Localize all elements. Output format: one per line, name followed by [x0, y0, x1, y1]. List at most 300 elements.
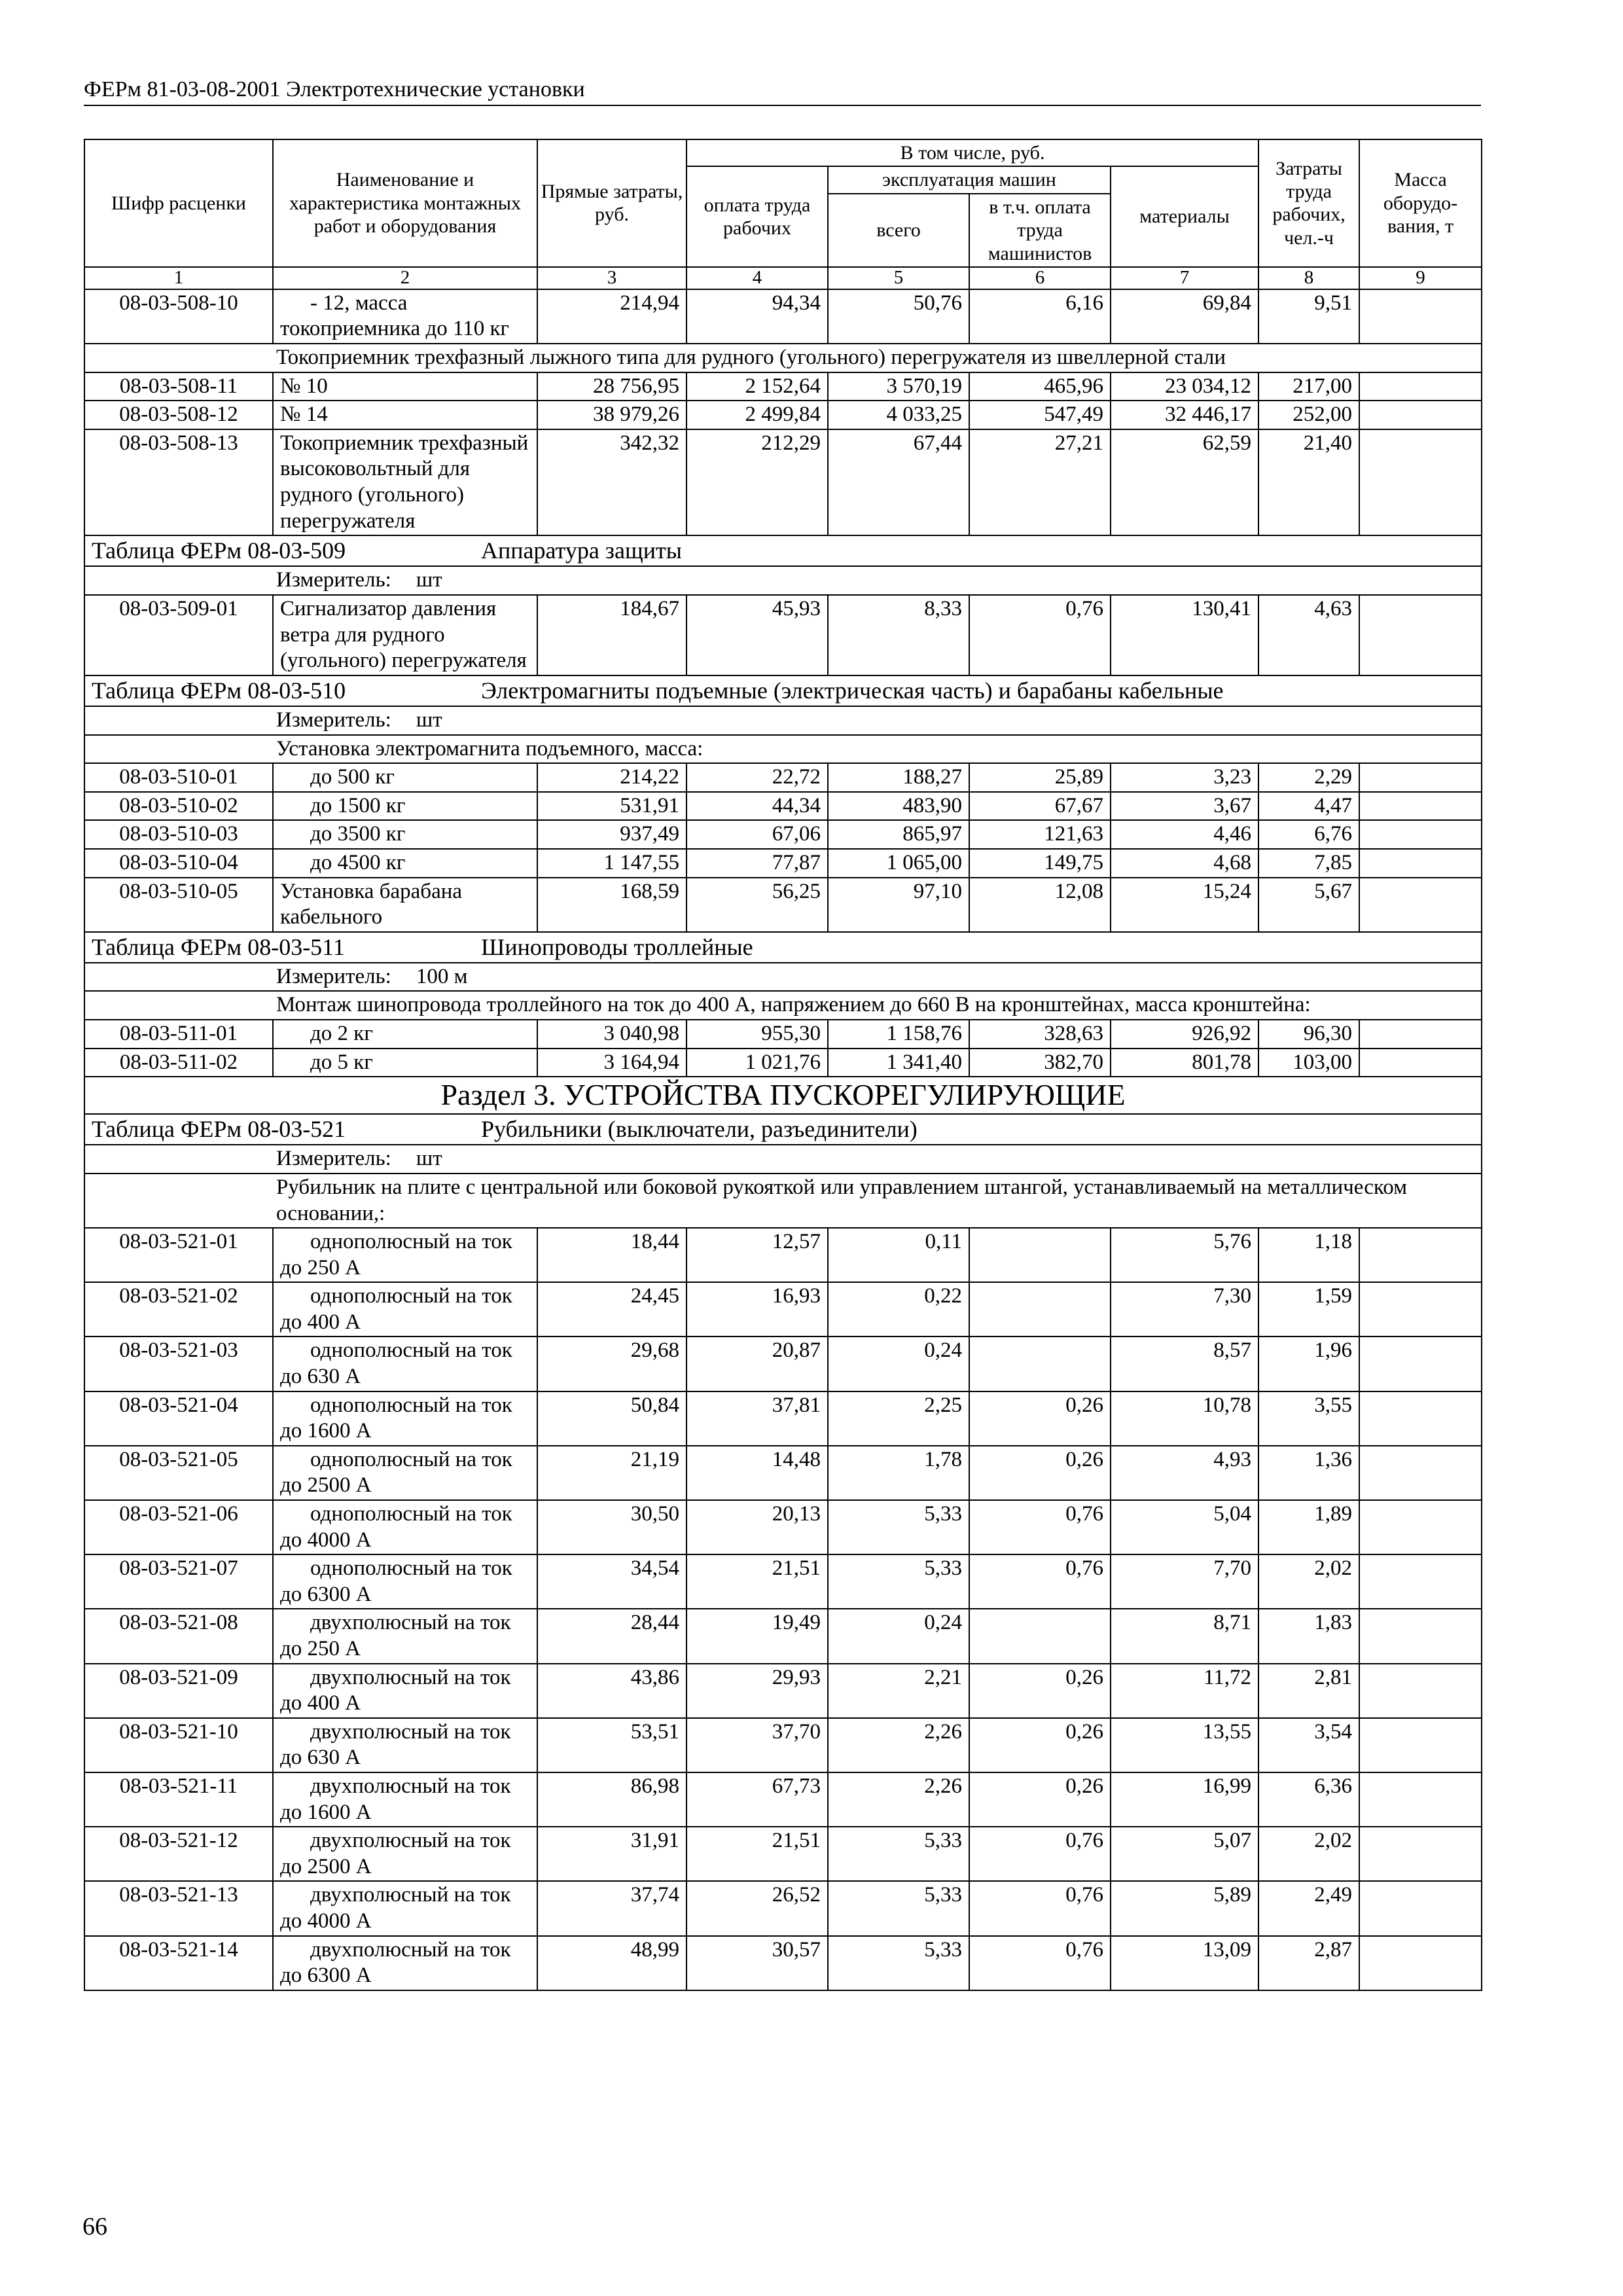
cell-mwages: 12,08: [969, 878, 1111, 932]
row-name: [273, 1391, 537, 1446]
cell-wages: 94,34: [687, 289, 828, 344]
row-name-text: до 1500 кг: [310, 793, 406, 817]
row-code: 08-03-510-01: [84, 763, 273, 792]
cell-mwages: 547,49: [969, 401, 1111, 429]
measure-value: 100 м: [416, 964, 468, 988]
table-row: [84, 1049, 1482, 1077]
cell-direct: 214,22: [537, 763, 687, 792]
cell-direct: 531,91: [537, 792, 687, 821]
row-name-text: до 5 кг: [310, 1050, 373, 1074]
section-row: [84, 1077, 1482, 1114]
column-numbers: [84, 267, 1482, 289]
price-table: [84, 139, 1482, 1991]
row-code: 08-03-521-09: [84, 1664, 273, 1718]
cell-mass: [1359, 401, 1482, 429]
cell-wages: 21,51: [687, 1554, 828, 1609]
cell-mwages: 121,63: [969, 820, 1111, 849]
row-code: 08-03-510-03: [84, 820, 273, 849]
header-machines-total: всего: [828, 194, 969, 267]
row-name-text: однополюсный на ток до 1600 А: [280, 1393, 512, 1443]
table-row: [84, 1228, 1482, 1282]
table-row: [84, 1020, 1482, 1049]
cell-mach: 2,21: [828, 1664, 969, 1718]
cell-mach: 2,26: [828, 1772, 969, 1827]
header-name: Наименование и характеристика монтажных работ и оборудования: [273, 139, 537, 267]
row-code: 08-03-510-02: [84, 792, 273, 821]
header-code: Шифр расценки: [84, 139, 273, 267]
group-note: Монтаж шинопровода троллейного на ток до 400 А, напряжением до 660 В на кронштейнах, масса кронштейна:: [276, 993, 1311, 1017]
column-number: 3: [537, 267, 687, 289]
cell-wages: 19,49: [687, 1609, 828, 1663]
row-name: [273, 1718, 537, 1772]
cell-mass: [1359, 289, 1482, 344]
cell-mach: 50,76: [828, 289, 969, 344]
table-row: [84, 792, 1482, 821]
table-number: Таблица ФЕРм 08-03-521: [92, 1116, 346, 1143]
row-code: 08-03-521-02: [84, 1282, 273, 1336]
row-name: [273, 792, 537, 821]
row-code: 08-03-510-05: [84, 878, 273, 932]
row-code: 08-03-521-07: [84, 1554, 273, 1609]
row-name: [273, 1772, 537, 1827]
cell-mach: 97,10: [828, 878, 969, 932]
row-name: [273, 429, 537, 535]
cell-mass: [1359, 1228, 1482, 1282]
row-code: 08-03-510-04: [84, 849, 273, 878]
column-number: 8: [1258, 267, 1359, 289]
cell-wages: 45,93: [687, 595, 828, 675]
header-machines: эксплуатация машин: [828, 166, 1111, 193]
table-row: [84, 1936, 1482, 1990]
cell-mwages: 0,26: [969, 1446, 1111, 1500]
cell-labor: 2,87: [1258, 1936, 1359, 1990]
table-title-cell: [84, 1114, 1482, 1145]
group-note-cell: [84, 1174, 1482, 1228]
cell-labor: 21,40: [1258, 429, 1359, 535]
cell-wages: 22,72: [687, 763, 828, 792]
row-name-text: двухполюсный на ток до 6300 А: [280, 1937, 511, 1988]
row-code: 08-03-521-08: [84, 1609, 273, 1663]
cell-mass: [1359, 849, 1482, 878]
table-row: [84, 372, 1482, 401]
cell-mass: [1359, 1020, 1482, 1049]
row-code: 08-03-521-10: [84, 1718, 273, 1772]
cell-mach: 4 033,25: [828, 401, 969, 429]
measure-value: шт: [416, 1147, 442, 1171]
row-name-text: Токоприемник трехфазный высоковольтный для рудного (угольного) перегружателя: [280, 431, 529, 533]
header-mass: Масса оборудо-вания, т: [1359, 139, 1482, 267]
cell-wages: 20,87: [687, 1336, 828, 1391]
header-labor: Затраты труда рабочих, чел.-ч: [1258, 139, 1359, 267]
row-name-text: двухполюсный на ток до 630 А: [280, 1719, 511, 1770]
cell-wages: 2 152,64: [687, 372, 828, 401]
cell-mat: 15,24: [1111, 878, 1258, 932]
header-direct-costs: Прямые затраты, руб.: [537, 139, 687, 267]
cell-mass: [1359, 1446, 1482, 1500]
row-name: [273, 1827, 537, 1881]
column-number: 4: [687, 267, 828, 289]
cell-wages: 955,30: [687, 1020, 828, 1049]
cell-mat: 23 034,12: [1111, 372, 1258, 401]
cell-labor: 1,36: [1258, 1446, 1359, 1500]
cell-mat: 4,46: [1111, 820, 1258, 849]
measure-label: Измеритель:: [276, 964, 391, 988]
cell-mach: 5,33: [828, 1500, 969, 1554]
table-row: [84, 1881, 1482, 1935]
cell-mat: 13,09: [1111, 1936, 1258, 1990]
cell-mat: 5,89: [1111, 1881, 1258, 1935]
cell-labor: 5,67: [1258, 878, 1359, 932]
row-code: 08-03-511-02: [84, 1049, 273, 1077]
cell-direct: 38 979,26: [537, 401, 687, 429]
cell-mach: 5,33: [828, 1936, 969, 1990]
cell-mat: 8,71: [1111, 1609, 1258, 1663]
cell-direct: 31,91: [537, 1827, 687, 1881]
row-name-text: однополюсный на ток до 400 А: [280, 1284, 512, 1334]
cell-mass: [1359, 595, 1482, 675]
cell-mwages: 0,76: [969, 1827, 1111, 1881]
group-note-cell: [84, 344, 1482, 372]
table-row: [84, 878, 1482, 932]
table-body: [84, 289, 1482, 1990]
row-code: 08-03-521-06: [84, 1500, 273, 1554]
table-row: [84, 1500, 1482, 1554]
row-code: 08-03-511-01: [84, 1020, 273, 1049]
cell-mass: [1359, 1718, 1482, 1772]
cell-mach: 865,97: [828, 820, 969, 849]
row-code: 08-03-521-01: [84, 1228, 273, 1282]
page-header: ФЕРм 81-03-08-2001 Электротехнические установки: [84, 77, 1481, 106]
row-code: 08-03-521-04: [84, 1391, 273, 1446]
cell-mass: [1359, 1609, 1482, 1663]
cell-wages: 67,06: [687, 820, 828, 849]
row-code: 08-03-508-10: [84, 289, 273, 344]
cell-mwages: [969, 1336, 1111, 1391]
row-name: [273, 595, 537, 675]
row-name: [273, 289, 537, 344]
cell-mwages: 0,26: [969, 1391, 1111, 1446]
cell-direct: 53,51: [537, 1718, 687, 1772]
cell-mach: 188,27: [828, 763, 969, 792]
cell-direct: 21,19: [537, 1446, 687, 1500]
row-name: [273, 1282, 537, 1336]
measure-row: [84, 1145, 1482, 1174]
cell-mass: [1359, 372, 1482, 401]
cell-mach: 5,33: [828, 1554, 969, 1609]
cell-wages: 21,51: [687, 1827, 828, 1881]
cell-direct: 30,50: [537, 1500, 687, 1554]
table-row: [84, 1609, 1482, 1663]
cell-mach: 483,90: [828, 792, 969, 821]
cell-mat: 13,55: [1111, 1718, 1258, 1772]
cell-labor: 2,81: [1258, 1664, 1359, 1718]
cell-labor: 103,00: [1258, 1049, 1359, 1077]
cell-mat: 7,30: [1111, 1282, 1258, 1336]
row-name-text: Установка барабана кабельного: [280, 879, 463, 929]
column-number: 6: [969, 267, 1111, 289]
group-note: Рубильник на плите с центральной или боковой рукояткой или управлением штангой, устанавливаемый на металлическом основании,:: [276, 1175, 1407, 1225]
table-row: [84, 289, 1482, 344]
cell-direct: 29,68: [537, 1336, 687, 1391]
cell-mwages: [969, 1228, 1111, 1282]
cell-mach: 5,33: [828, 1881, 969, 1935]
cell-wages: 14,48: [687, 1446, 828, 1500]
table-title: Электромагниты подъемные (электрическая часть) и барабаны кабельные: [481, 677, 1224, 704]
table-row: [84, 1336, 1482, 1391]
cell-mat: 7,70: [1111, 1554, 1258, 1609]
cell-wages: 12,57: [687, 1228, 828, 1282]
measure-cell: [84, 566, 1482, 595]
table-row: [84, 1772, 1482, 1827]
table-row: [84, 1827, 1482, 1881]
row-name-text: однополюсный на ток до 250 А: [280, 1230, 512, 1280]
cell-mass: [1359, 1049, 1482, 1077]
cell-wages: 29,93: [687, 1664, 828, 1718]
measure-row: [84, 706, 1482, 735]
row-name-text: двухполюсный на ток до 250 А: [280, 1611, 511, 1661]
group-note-row: [84, 735, 1482, 764]
cell-mwages: 0,76: [969, 1936, 1111, 1990]
cell-mass: [1359, 1554, 1482, 1609]
row-name: [273, 1936, 537, 1990]
cell-mach: 0,24: [828, 1336, 969, 1391]
table-title-cell: [84, 932, 1482, 963]
cell-mach: 5,33: [828, 1827, 969, 1881]
table-title: Рубильники (выключатели, разъединители): [481, 1116, 918, 1143]
cell-direct: 48,99: [537, 1936, 687, 1990]
cell-mwages: 0,26: [969, 1664, 1111, 1718]
column-number: 5: [828, 267, 969, 289]
row-name-text: до 4500 кг: [310, 850, 406, 874]
row-name-text: однополюсный на ток до 4000 А: [280, 1502, 512, 1552]
cell-labor: 9,51: [1258, 289, 1359, 344]
cell-direct: 3 164,94: [537, 1049, 687, 1077]
cell-labor: 252,00: [1258, 401, 1359, 429]
row-name: [273, 820, 537, 849]
table-row: [84, 1282, 1482, 1336]
cell-direct: 34,54: [537, 1554, 687, 1609]
measure-value: шт: [416, 568, 442, 592]
row-name-text: до 2 кг: [310, 1022, 373, 1046]
row-name: [273, 1664, 537, 1718]
cell-direct: 3 040,98: [537, 1020, 687, 1049]
row-name: [273, 1500, 537, 1554]
cell-mach: 0,22: [828, 1282, 969, 1336]
cell-mach: 1 341,40: [828, 1049, 969, 1077]
cell-mach: 1 158,76: [828, 1020, 969, 1049]
row-name: [273, 1049, 537, 1077]
measure-row: [84, 566, 1482, 595]
cell-mach: 1 065,00: [828, 849, 969, 878]
cell-mass: [1359, 878, 1482, 932]
table-row: [84, 401, 1482, 429]
table-title: Аппаратура защиты: [481, 537, 682, 564]
cell-direct: 184,67: [537, 595, 687, 675]
cell-labor: 1,59: [1258, 1282, 1359, 1336]
row-name: [273, 878, 537, 932]
group-note-cell: [84, 735, 1482, 764]
measure-label: Измеритель:: [276, 568, 391, 592]
cell-labor: 2,02: [1258, 1554, 1359, 1609]
cell-mat: 926,92: [1111, 1020, 1258, 1049]
cell-labor: 6,76: [1258, 820, 1359, 849]
table-row: [84, 849, 1482, 878]
cell-mach: 8,33: [828, 595, 969, 675]
cell-wages: 2 499,84: [687, 401, 828, 429]
cell-wages: 37,81: [687, 1391, 828, 1446]
group-note: Установка электромагнита подъемного, масса:: [276, 736, 704, 761]
cell-mass: [1359, 1664, 1482, 1718]
row-name: [273, 1446, 537, 1500]
header-wages: оплата труда рабочих: [687, 166, 828, 267]
cell-labor: 2,49: [1258, 1881, 1359, 1935]
cell-mwages: 0,26: [969, 1772, 1111, 1827]
cell-mwages: [969, 1609, 1111, 1663]
group-note: Токоприемник трехфазный лыжного типа для рудного (угольного) перегружателя из швеллерной стали: [276, 346, 1226, 370]
cell-direct: 86,98: [537, 1772, 687, 1827]
column-number: 1: [84, 267, 273, 289]
cell-wages: 26,52: [687, 1881, 828, 1935]
cell-mass: [1359, 792, 1482, 821]
table-title-row: [84, 535, 1482, 566]
cell-wages: 77,87: [687, 849, 828, 878]
row-code: 08-03-521-03: [84, 1336, 273, 1391]
page-number: 66: [82, 2213, 107, 2240]
cell-mat: 5,76: [1111, 1228, 1258, 1282]
cell-mwages: 0,76: [969, 1500, 1111, 1554]
cell-mat: 3,67: [1111, 792, 1258, 821]
table-row: [84, 763, 1482, 792]
cell-mwages: 6,16: [969, 289, 1111, 344]
row-name-text: до 500 кг: [310, 765, 395, 789]
cell-wages: 16,93: [687, 1282, 828, 1336]
cell-mat: 130,41: [1111, 595, 1258, 675]
cell-mwages: 0,26: [969, 1718, 1111, 1772]
row-name: [273, 1228, 537, 1282]
row-code: 08-03-508-11: [84, 372, 273, 401]
cell-mat: 4,68: [1111, 849, 1258, 878]
cell-mass: [1359, 1936, 1482, 1990]
table-row: [84, 1391, 1482, 1446]
cell-mwages: 0,76: [969, 1881, 1111, 1935]
group-note-row: [84, 991, 1482, 1020]
cell-mat: 5,07: [1111, 1827, 1258, 1881]
row-name-text: № 14: [280, 403, 328, 427]
table-row: [84, 595, 1482, 675]
table-number: Таблица ФЕРм 08-03-509: [92, 537, 346, 564]
row-name: [273, 1881, 537, 1935]
row-code: 08-03-521-11: [84, 1772, 273, 1827]
cell-wages: 20,13: [687, 1500, 828, 1554]
row-code: 08-03-521-13: [84, 1881, 273, 1935]
table-title-row: [84, 675, 1482, 706]
cell-direct: 214,94: [537, 289, 687, 344]
measure-label: Измеритель:: [276, 708, 391, 732]
cell-labor: 3,54: [1258, 1718, 1359, 1772]
cell-labor: 1,96: [1258, 1336, 1359, 1391]
table-title-cell: [84, 675, 1482, 706]
cell-wages: 56,25: [687, 878, 828, 932]
cell-labor: 2,02: [1258, 1827, 1359, 1881]
group-note-row: [84, 1174, 1482, 1228]
cell-mat: 8,57: [1111, 1336, 1258, 1391]
row-name: [273, 763, 537, 792]
cell-direct: 28,44: [537, 1609, 687, 1663]
cell-mat: 16,99: [1111, 1772, 1258, 1827]
row-name-text: двухполюсный на ток до 4000 А: [280, 1883, 511, 1933]
cell-mach: 0,24: [828, 1609, 969, 1663]
row-name: [273, 1336, 537, 1391]
row-name-text: двухполюсный на ток до 1600 А: [280, 1774, 511, 1824]
cell-mat: 69,84: [1111, 289, 1258, 344]
cell-direct: 24,45: [537, 1282, 687, 1336]
group-note-cell: [84, 991, 1482, 1020]
cell-mach: 0,11: [828, 1228, 969, 1282]
cell-mat: 801,78: [1111, 1049, 1258, 1077]
cell-mass: [1359, 763, 1482, 792]
row-code: 08-03-509-01: [84, 595, 273, 675]
measure-value: шт: [416, 708, 442, 732]
row-code: 08-03-508-13: [84, 429, 273, 535]
cell-labor: 96,30: [1258, 1020, 1359, 1049]
cell-mat: 4,93: [1111, 1446, 1258, 1500]
row-code: 08-03-508-12: [84, 401, 273, 429]
row-name-text: однополюсный на ток до 630 А: [280, 1338, 512, 1389]
header-including: В том числе, руб.: [687, 139, 1258, 166]
cell-direct: 342,32: [537, 429, 687, 535]
row-name-text: однополюсный на ток до 6300 А: [280, 1556, 512, 1606]
row-name-text: двухполюсный на ток до 2500 А: [280, 1829, 511, 1878]
cell-mwages: 149,75: [969, 849, 1111, 878]
cell-mwages: 465,96: [969, 372, 1111, 401]
cell-mwages: [969, 1282, 1111, 1336]
cell-direct: 18,44: [537, 1228, 687, 1282]
cell-direct: 1 147,55: [537, 849, 687, 878]
table-title-row: [84, 932, 1482, 963]
measure-cell: [84, 963, 1482, 992]
cell-labor: 1,18: [1258, 1228, 1359, 1282]
cell-wages: 30,57: [687, 1936, 828, 1990]
cell-mach: 2,26: [828, 1718, 969, 1772]
cell-mwages: 67,67: [969, 792, 1111, 821]
table-row: [84, 1664, 1482, 1718]
table-title: Шинопроводы троллейные: [481, 933, 753, 960]
row-name: [273, 1020, 537, 1049]
cell-wages: 67,73: [687, 1772, 828, 1827]
cell-mach: 1,78: [828, 1446, 969, 1500]
table-title-row: [84, 1114, 1482, 1145]
table-row: [84, 1718, 1482, 1772]
cell-mwages: 0,76: [969, 1554, 1111, 1609]
cell-mass: [1359, 1827, 1482, 1881]
group-note-row: [84, 344, 1482, 372]
cell-mass: [1359, 820, 1482, 849]
row-name-text: Сигнализатор давления ветра для рудного (угольного) перегружателя: [280, 596, 527, 673]
cell-labor: 3,55: [1258, 1391, 1359, 1446]
measure-cell: [84, 706, 1482, 735]
cell-mass: [1359, 1282, 1482, 1336]
cell-direct: 28 756,95: [537, 372, 687, 401]
row-code: 08-03-521-14: [84, 1936, 273, 1990]
table-row: [84, 820, 1482, 849]
cell-direct: 50,84: [537, 1391, 687, 1446]
row-name-text: двухполюсный на ток до 400 А: [280, 1665, 511, 1715]
cell-mat: 32 446,17: [1111, 401, 1258, 429]
header-materials: материалы: [1111, 166, 1258, 267]
row-name: [273, 372, 537, 401]
row-name-text: № 10: [280, 374, 328, 398]
cell-direct: 43,86: [537, 1664, 687, 1718]
